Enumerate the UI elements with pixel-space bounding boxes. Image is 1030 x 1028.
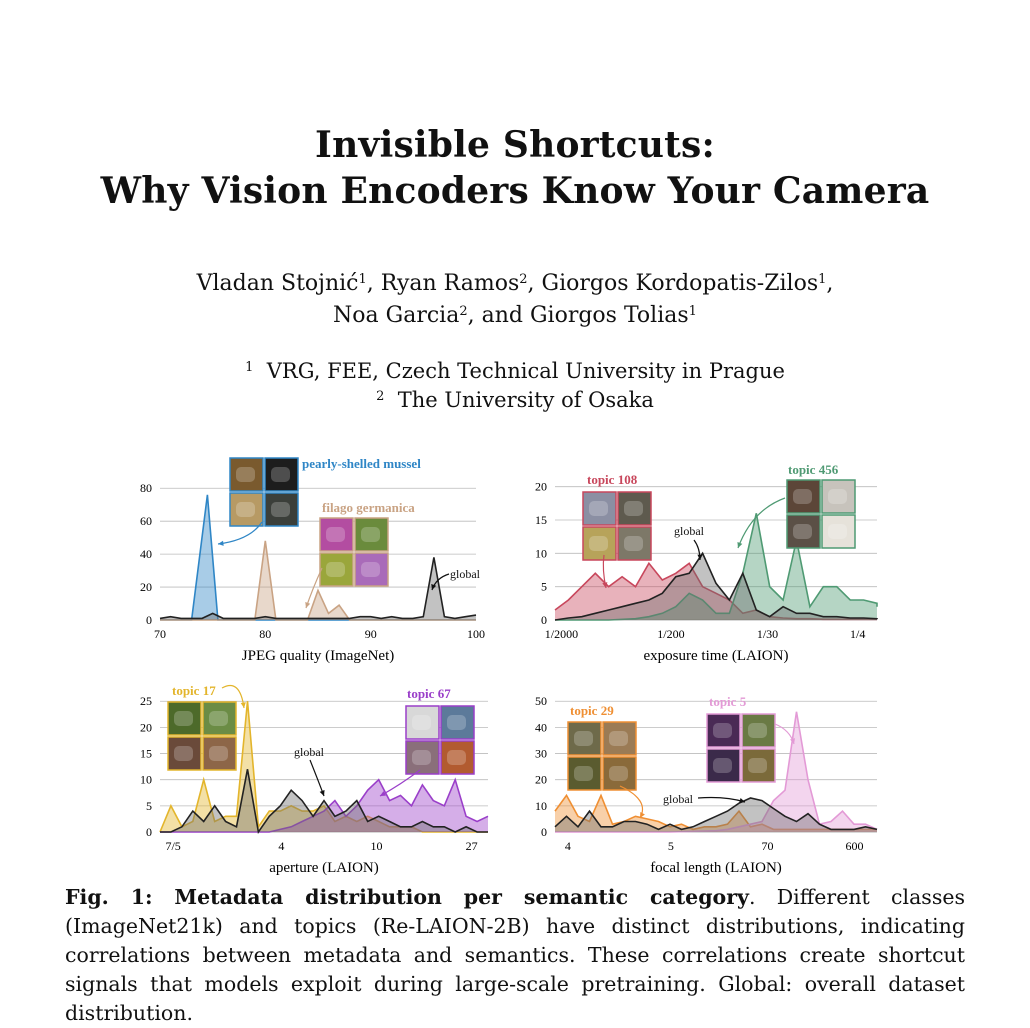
annotation-label: topic 456 bbox=[788, 462, 839, 477]
y-tick-label: 20 bbox=[535, 772, 547, 787]
caption-text: . Different classes (ImageNet21k) and topics (Re-LAION-2B) have distinct distributions, indicating correlations between metadata and semantics. These correlations create shortcut signals that models exploit during large-scale pretraining. Global: overall dataset distribution. bbox=[65, 885, 965, 1025]
chart-panel-1 bbox=[140, 481, 485, 664]
affiliation-text: The University of Osaka bbox=[397, 388, 654, 412]
affiliation-number: 1 bbox=[245, 360, 254, 375]
thumbnail-highlight bbox=[447, 750, 466, 765]
y-tick-label: 20 bbox=[535, 479, 547, 494]
y-tick-label: 15 bbox=[140, 746, 152, 761]
affiliation-text: VRG, FEE, Czech Technical University in Prague bbox=[266, 359, 785, 383]
thumbnail-grid-6 bbox=[406, 706, 474, 774]
thumbnail-grid-1 bbox=[230, 458, 298, 526]
thumbnail-highlight bbox=[574, 731, 593, 746]
thumbnail-highlight bbox=[236, 467, 255, 482]
figure-1 bbox=[0, 440, 1030, 880]
x-tick-label: 4 bbox=[278, 839, 285, 853]
annotation-arrow bbox=[310, 760, 324, 796]
thumbnail-highlight bbox=[828, 489, 847, 504]
thumbnail-grid-2 bbox=[320, 518, 388, 586]
y-tick-label: 10 bbox=[535, 546, 547, 561]
thumbnail-highlight bbox=[713, 758, 732, 773]
figure-caption bbox=[65, 883, 965, 1028]
thumbnail-highlight bbox=[793, 489, 812, 504]
arrow-head bbox=[305, 602, 310, 608]
y-tick-label: 10 bbox=[535, 798, 547, 813]
x-tick-label: 600 bbox=[845, 839, 864, 853]
annotation-label: topic 67 bbox=[407, 686, 451, 701]
x-tick-label: 1/4 bbox=[850, 627, 866, 641]
thumbnail-highlight bbox=[412, 750, 431, 765]
thumbnail-highlight bbox=[748, 758, 767, 773]
thumbnail-highlight bbox=[326, 562, 345, 577]
affiliation-mark: 2 bbox=[459, 304, 468, 319]
x-tick-label: 90 bbox=[364, 627, 377, 641]
thumbnail-highlight bbox=[412, 715, 431, 730]
x-axis-label: exposure time (LAION) bbox=[643, 648, 789, 664]
x-axis-label: aperture (LAION) bbox=[269, 860, 379, 876]
annotation-arrow bbox=[620, 786, 643, 818]
thumbnail-highlight bbox=[209, 711, 228, 726]
annotation-arrow bbox=[380, 770, 420, 796]
y-tick-label: 5 bbox=[146, 798, 152, 813]
annotation-label: topic 5 bbox=[709, 694, 747, 709]
y-tick-label: 0 bbox=[146, 825, 152, 839]
thumbnail-highlight bbox=[624, 536, 643, 551]
x-tick-label: 7/5 bbox=[165, 839, 181, 853]
affiliation-mark: 1 bbox=[818, 272, 827, 287]
thumbnail-highlight bbox=[361, 527, 380, 542]
author-name: Vladan Stojnić bbox=[196, 271, 359, 296]
y-tick-label: 15 bbox=[535, 513, 547, 527]
annotation-arrow bbox=[698, 798, 745, 803]
thumbnail-grid-8 bbox=[707, 714, 775, 782]
paper-title-line-2: Why Vision Encoders Know Your Camera bbox=[100, 170, 930, 212]
x-tick-label: 27 bbox=[465, 839, 478, 853]
thumbnail-highlight bbox=[447, 715, 466, 730]
thumbnail-highlight bbox=[713, 723, 732, 738]
affiliation-mark: 1 bbox=[688, 304, 697, 319]
x-tick-label: 4 bbox=[564, 839, 571, 853]
affiliation-mark: 2 bbox=[519, 272, 528, 287]
thumbnail-grid-4 bbox=[787, 480, 855, 548]
annotation-label: filago germanica bbox=[322, 500, 415, 515]
paper-title-line-1: Invisible Shortcuts: bbox=[315, 124, 715, 166]
x-axis-label: focal length (LAION) bbox=[650, 860, 782, 876]
thumbnail-highlight bbox=[589, 536, 608, 551]
thumbnail-highlight bbox=[236, 502, 255, 517]
author-sep: , bbox=[826, 271, 834, 296]
annotation-label: topic 108 bbox=[587, 472, 638, 487]
annotation-label: topic 29 bbox=[570, 703, 614, 718]
thumbnail-highlight bbox=[748, 723, 767, 738]
author-name: , Giorgos Kordopatis-Zilos bbox=[527, 271, 819, 296]
thumbnail-highlight bbox=[271, 502, 290, 517]
thumbnail-highlight bbox=[609, 731, 628, 746]
thumbnail-highlight bbox=[609, 766, 628, 781]
y-tick-label: 60 bbox=[140, 514, 152, 529]
x-axis-label: JPEG quality (ImageNet) bbox=[241, 648, 395, 664]
thumbnail-highlight bbox=[624, 501, 643, 516]
annotation-label: pearly-shelled mussel bbox=[302, 456, 421, 471]
x-tick-label: 1/2000 bbox=[544, 627, 579, 641]
annotation-label: global bbox=[294, 745, 324, 759]
author-list-line-1 bbox=[0, 268, 1030, 300]
thumbnail-highlight bbox=[271, 467, 290, 482]
thumbnail-highlight bbox=[574, 766, 593, 781]
y-tick-label: 25 bbox=[140, 694, 152, 709]
author-list-line-2 bbox=[0, 300, 1030, 332]
thumbnail-highlight bbox=[326, 527, 345, 542]
y-tick-label: 20 bbox=[140, 580, 152, 595]
y-tick-label: 0 bbox=[541, 613, 547, 627]
y-tick-label: 10 bbox=[140, 772, 152, 787]
affiliation-number: 2 bbox=[376, 389, 385, 404]
y-tick-label: 50 bbox=[535, 694, 547, 709]
x-tick-label: 5 bbox=[667, 839, 674, 853]
annotation-label: topic 17 bbox=[172, 683, 216, 698]
thumbnail-highlight bbox=[793, 524, 812, 539]
x-tick-label: 1/30 bbox=[756, 627, 779, 641]
thumbnail-highlight bbox=[174, 711, 193, 726]
annotation-label: global bbox=[663, 792, 693, 806]
x-tick-label: 70 bbox=[154, 627, 166, 641]
y-tick-label: 80 bbox=[140, 481, 152, 496]
y-tick-label: 30 bbox=[535, 746, 547, 761]
affiliation-2 bbox=[0, 386, 1030, 415]
x-tick-label: 1/200 bbox=[657, 627, 685, 641]
thumbnail-highlight bbox=[209, 746, 228, 761]
y-tick-label: 0 bbox=[541, 825, 547, 839]
y-tick-label: 40 bbox=[535, 720, 547, 735]
thumbnail-highlight bbox=[589, 501, 608, 516]
y-tick-label: 0 bbox=[146, 613, 152, 627]
x-tick-label: 70 bbox=[761, 839, 774, 853]
author-name: , and Giorgos Tolias bbox=[467, 303, 689, 328]
thumbnail-highlight bbox=[828, 524, 847, 539]
affiliation-1 bbox=[0, 357, 1030, 386]
thumbnail-grid-3 bbox=[583, 492, 651, 560]
thumbnail-highlight bbox=[361, 562, 380, 577]
affiliation-mark: 1 bbox=[358, 272, 367, 287]
annotation-label: global bbox=[674, 524, 704, 538]
annotation-label: global bbox=[450, 567, 480, 581]
y-tick-label: 40 bbox=[140, 547, 152, 562]
thumbnail-highlight bbox=[174, 746, 193, 761]
x-tick-label: 100 bbox=[467, 627, 485, 641]
y-tick-label: 5 bbox=[541, 579, 547, 594]
author-name: , Ryan Ramos bbox=[366, 271, 520, 296]
y-tick-label: 20 bbox=[140, 720, 152, 735]
author-name: Noa Garcia bbox=[333, 303, 460, 328]
x-tick-label: 80 bbox=[259, 627, 272, 641]
thumbnail-grid-5 bbox=[168, 702, 236, 770]
x-tick-label: 10 bbox=[370, 839, 383, 853]
caption-label: Fig. 1: Metadata distribution per semantic category bbox=[65, 885, 749, 909]
